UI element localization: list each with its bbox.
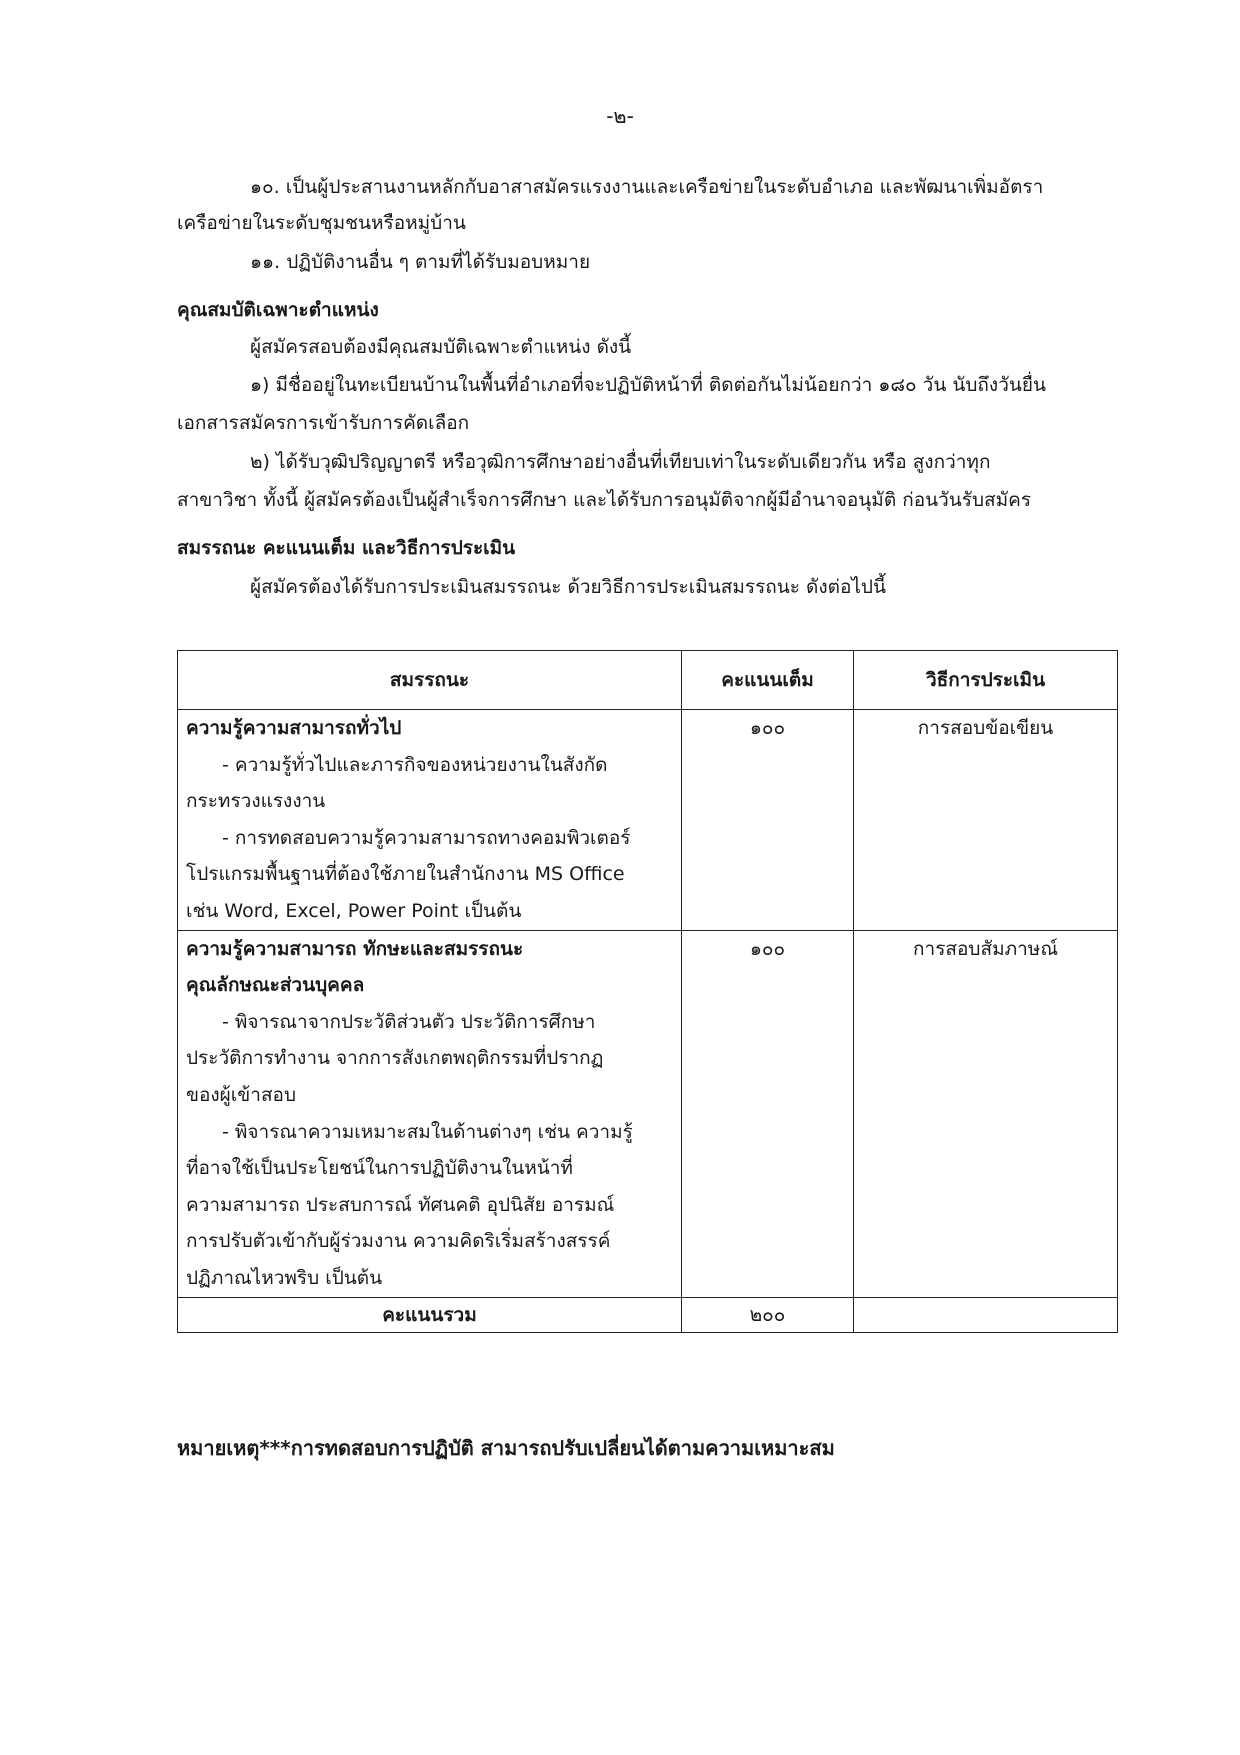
qualification-2-line-2: สาขาวิชา ทั้งนี้ ผู้สมัครต้องเป็นผู้สำเร็จการศึกษา และได้รับการอนุมัติจากผู้มีอำนาจอนุมัติ ก่อนวันรับสมัคร [177,489,1032,511]
method-cell: การสอบสัมภาษณ์ [854,930,1118,1297]
total-method [854,1297,1118,1332]
competency-cell [178,710,682,931]
item-11: ๑๑. ปฏิบัติงานอื่น ๆ ตามที่ได้รับมอบหมาย [250,251,591,273]
item-10-line-1: ๑๐. เป็นผู้ประสานงานหลักกับอาสาสมัครแรงงานและเครือข่ายในระดับอำเภอ และพัฒนาเพิ่มอัตรา [250,176,1044,198]
competency-detail: เช่น Word, Excel, Power Point เป็นต้น [186,899,522,922]
competency-cell [178,930,682,1297]
competency-detail: - ความรู้ทั่วไปและภารกิจของหน่วยงานในสังกัด [222,753,608,776]
competency-title: ความรู้ความสามารถ ทักษะและสมรรถนะ [186,937,524,960]
page-number: -๒- [606,104,634,128]
total-row [178,1297,1118,1332]
qualification-1-line-2: เอกสารสมัครการเข้ารับการคัดเลือก [177,412,470,434]
competency-title: คุณลักษณะส่วนบุคคล [186,974,365,997]
competency-detail: ปฏิภาณไหวพริบ เป็นต้น [186,1266,383,1289]
score-cell: ๑๐๐ [682,710,854,931]
item-10-line-2: เครือข่ายในระดับชุมชนหรือหมู่บ้าน [177,212,466,234]
total-score: ๒๐๐ [682,1297,854,1332]
competency-detail: ของผู้เข้าสอบ [186,1083,297,1106]
total-label: คะแนนรวม [178,1297,682,1332]
competency-detail: ความสามารถ ประสบการณ์ ทัศนคติ อุปนิสัย อารมณ์ [186,1193,615,1216]
qualification-2-line-1: ๒) ได้รับวุฒิปริญญาตรี หรือวุฒิการศึกษาอย่างอื่นที่เทียบเท่าในระดับเดียวกัน หรือ สูงกว่าทุก [250,451,991,473]
score-cell: ๑๐๐ [682,930,854,1297]
competency-detail: ที่อาจใช้เป็นประโยชน์ในการปฏิบัติงานในหน้าที่ [186,1157,573,1180]
qualifications-heading: คุณสมบัติเฉพาะตำแหน่ง [177,299,379,321]
qualification-1-line-1: ๑) มีชื่ออยู่ในทะเบียนบ้านในพื้นที่อำเภอที่จะปฏิบัติหน้าที่ ติดต่อกันไม่น้อยกว่า ๑๘๐ วัน นับถึงวันยื่น [250,374,1046,396]
competency-detail: การปรับตัวเข้ากับผู้ร่วมงาน ความคิดริเริ่มสร้างสรรค์ [186,1230,611,1253]
competency-detail: ประวัติการทำงาน จากการสังเกตพฤติกรรมที่ปรากฏ [186,1047,604,1070]
method-cell: การสอบข้อเขียน [854,710,1118,931]
header-full-score: คะแนนเต็ม [682,651,854,710]
table-row [178,930,1118,1297]
competency-heading: สมรรถนะ คะแนนเต็ม และวิธีการประเมิน [177,537,516,559]
table-header-row [178,651,1118,710]
competency-detail: - พิจารณาจากประวัติส่วนตัว ประวัติการศึกษา [222,1010,596,1033]
competency-detail: - พิจารณาความเหมาะสมในด้านต่างๆ เช่น ความรู้ [222,1120,633,1143]
competency-intro: ผู้สมัครต้องได้รับการประเมินสมรรถนะ ด้วยวิธีการประเมินสมรรถนะ ดังต่อไปนี้ [250,576,886,598]
competency-detail: - การทดสอบความรู้ความสามารถทางคอมพิวเตอร์ [222,826,631,849]
competency-title: ความรู้ความสามารถทั่วไป [186,717,402,739]
table-row [178,710,1118,931]
competency-detail: กระทรวงแรงงาน [186,790,326,813]
competency-table [177,650,1118,1333]
qualifications-intro: ผู้สมัครสอบต้องมีคุณสมบัติเฉพาะตำแหน่ง ดังนี้ [250,336,632,358]
competency-detail: โปรแกรมพื้นฐานที่ต้องใช้ภายในสำนักงาน MS Office [186,863,625,886]
footnote: หมายเหตุ***การทดสอบการปฏิบัติ สามารถปรับเปลี่ยนได้ตามความเหมาะสม [177,1436,835,1460]
header-method: วิธีการประเมิน [854,651,1118,710]
header-competency: สมรรถนะ [178,651,682,710]
